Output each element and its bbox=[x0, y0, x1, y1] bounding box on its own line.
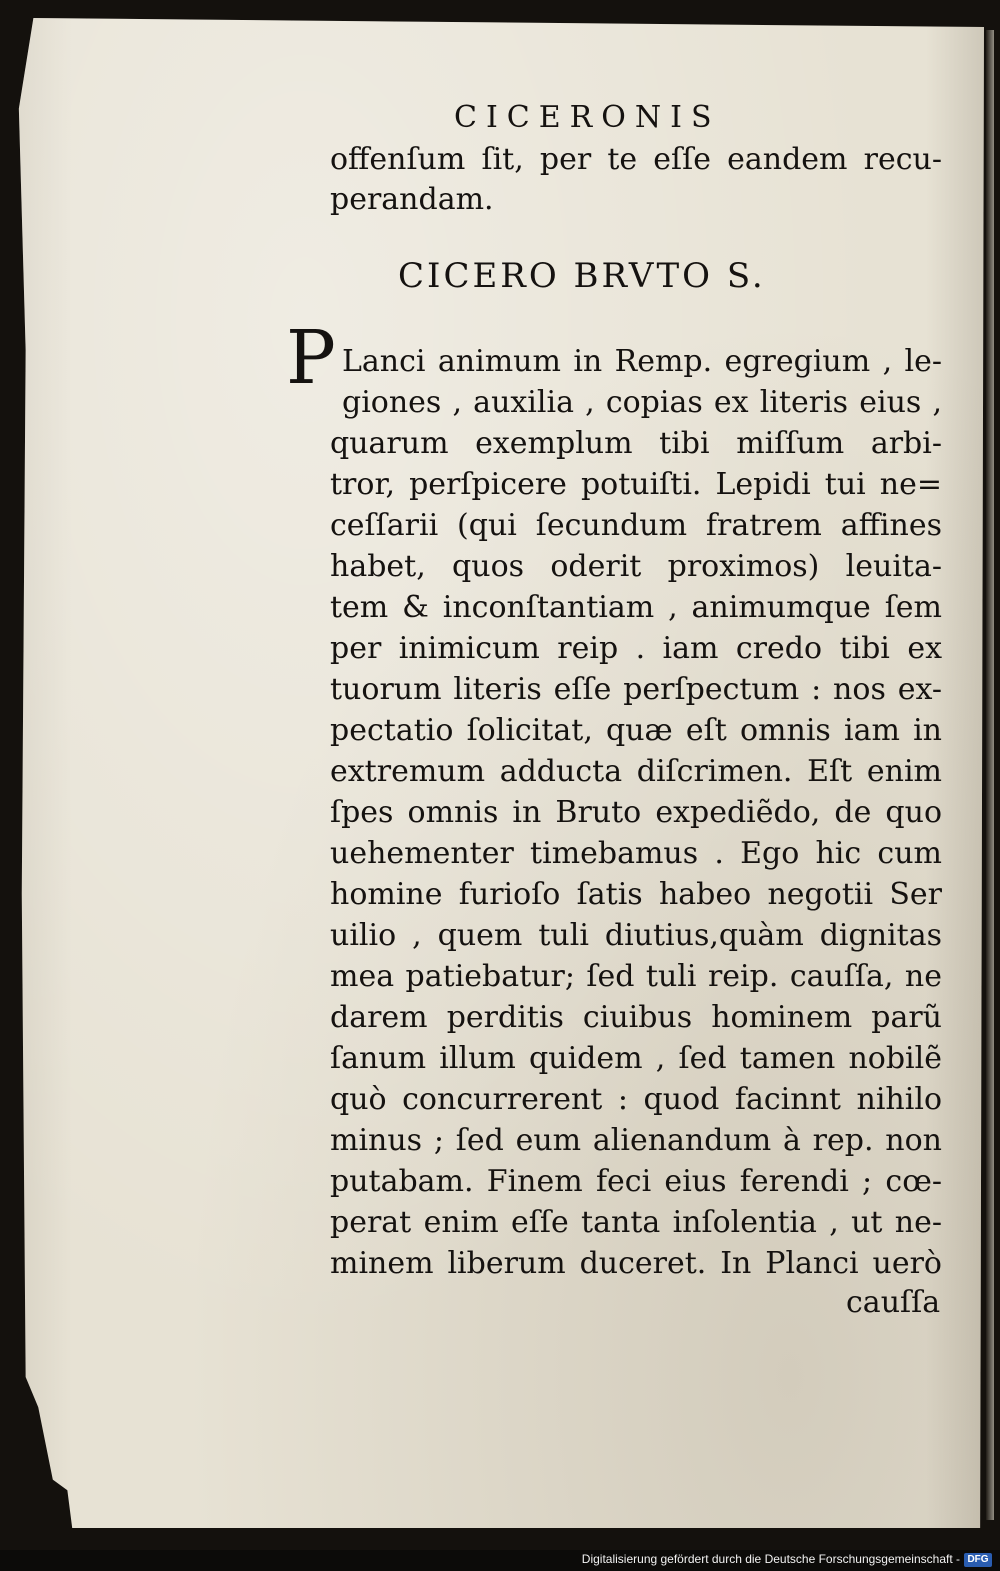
body-line: quarum exemplum tibi miſſum arbi- bbox=[330, 426, 942, 461]
footer-credit-text: Digitalisierung gefördert durch die Deutsche Forschungsgemeinschaft - bbox=[581, 1552, 960, 1566]
body-line: tror, perſpicere potuiſti. Lepidi tui ne= bbox=[330, 467, 942, 502]
body-line: darem perditis ciuibus hominem parũ bbox=[330, 1000, 942, 1035]
body-line: putabam. Finem feci eius ferendi ; cœ- bbox=[330, 1164, 942, 1199]
body-line: minem liberum duceret. In Planci uerò bbox=[330, 1246, 942, 1281]
body-line: pectatio ſolicitat, quæ eſt omnis iam in bbox=[330, 713, 942, 748]
body-line: ſanum illum quidem , ſed tamen nobilẽ bbox=[330, 1041, 942, 1076]
body-line: perat enim eſſe tanta inſolentia , ut ne- bbox=[330, 1205, 942, 1240]
body-line: habet, quos oderit proximos) leuita- bbox=[330, 549, 942, 584]
letter-heading: CICERO BRVTO S. bbox=[398, 256, 766, 296]
body-line: uehementer timebamus . Ego hic cum bbox=[330, 836, 942, 871]
body-line: tuorum literis eſſe perſpectum : nos ex- bbox=[330, 672, 942, 707]
body-line: ceſſarii (qui ſecundum fratrem affines bbox=[330, 508, 942, 543]
body-line: tem & inconſtantiam , animumque ſem bbox=[330, 590, 942, 625]
body-line: minus ; ſed eum alienandum à rep. non bbox=[330, 1123, 942, 1158]
continuation-line: perandam. bbox=[330, 182, 494, 217]
body-line: giones , auxilia , copias ex literis eius , bbox=[342, 385, 942, 420]
body-line: homine furioſo ſatis habeo negotii Ser bbox=[330, 877, 942, 912]
body-line: extremum adducta diſcrimen. Eſt enim bbox=[330, 754, 942, 789]
drop-cap: P bbox=[286, 315, 336, 401]
digitization-footer bbox=[0, 1550, 1000, 1571]
body-line: Lanci animum in Remp. egregium , le- bbox=[342, 344, 942, 379]
catchword: cauſſa bbox=[846, 1285, 941, 1320]
body-line: quò concurrerent : quod facinnt nihilo bbox=[330, 1082, 942, 1117]
running-head: CICERONIS bbox=[454, 100, 721, 135]
continuation-line: offenſum ſit, per te eſſe eandem recu- bbox=[330, 142, 942, 177]
body-line: mea patiebatur; ſed tuli reip. cauſſa, ne bbox=[330, 959, 942, 994]
body-line: per inimicum reip . iam credo tibi ex bbox=[330, 631, 942, 666]
page-edge-shadow bbox=[986, 30, 994, 1520]
body-line: uilio , quem tuli diutius,quàm dignitas bbox=[330, 918, 942, 953]
dfg-logo: DFG bbox=[964, 1553, 992, 1567]
body-line: ſpes omnis in Bruto expediẽdo, de quo bbox=[330, 795, 942, 830]
